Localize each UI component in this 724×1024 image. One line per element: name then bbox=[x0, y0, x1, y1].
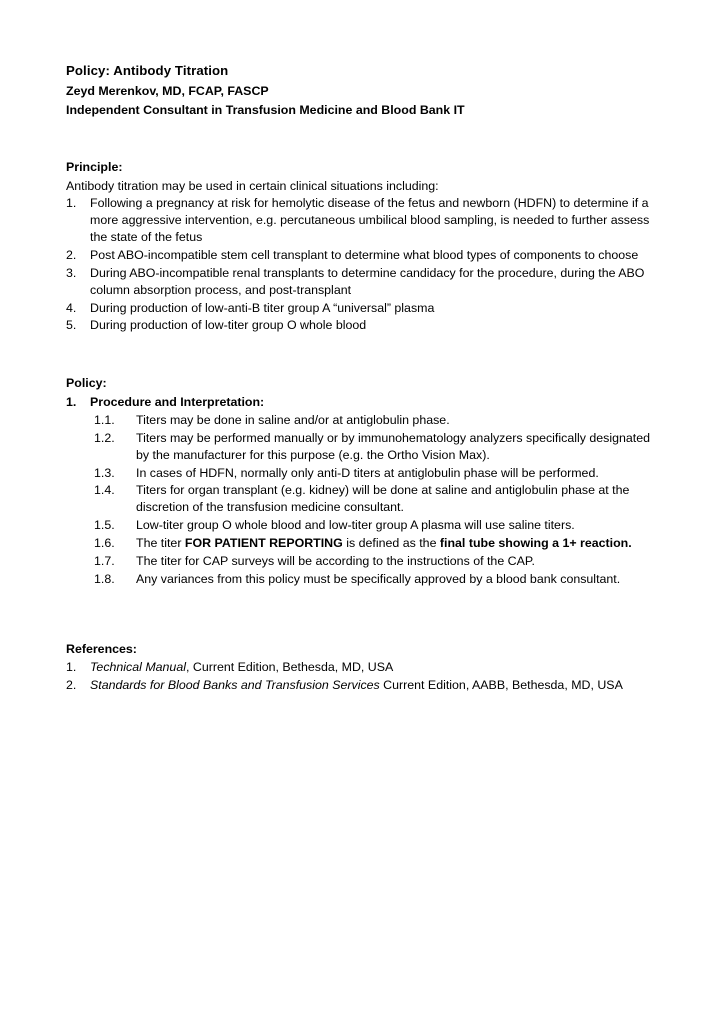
list-marker: 1. bbox=[66, 660, 77, 675]
list-text: In cases of HDFN, normally only anti-D titers at antiglobulin phase will be performed. bbox=[136, 465, 599, 480]
list-item bbox=[94, 571, 658, 588]
list-marker: 2. bbox=[66, 678, 77, 693]
list-marker: 1.5. bbox=[94, 518, 115, 533]
spacer bbox=[66, 589, 658, 641]
reference-text bbox=[90, 678, 623, 692]
text-run-bold: final tube showing a 1+ reaction. bbox=[439, 536, 632, 550]
list-marker: 4. bbox=[66, 300, 77, 315]
list-marker: 5. bbox=[66, 318, 77, 333]
list-item bbox=[94, 465, 658, 482]
list-item bbox=[94, 517, 658, 534]
policy-heading: Policy: bbox=[66, 376, 107, 391]
list-item bbox=[66, 300, 658, 317]
reference-detail: Current Edition, AABB, Bethesda, MD, USA bbox=[379, 678, 623, 693]
list-text: Titers may be done in saline and/or at antiglobulin phase. bbox=[136, 412, 450, 427]
spacer bbox=[66, 119, 658, 159]
policy-sublist bbox=[94, 412, 658, 588]
policy-item-1 bbox=[66, 394, 658, 411]
list-item bbox=[66, 247, 658, 264]
list-item bbox=[94, 482, 658, 516]
list-marker: 3. bbox=[66, 265, 77, 280]
list-item bbox=[94, 430, 658, 464]
list-item bbox=[94, 553, 658, 570]
reference-text bbox=[90, 660, 393, 674]
list-item bbox=[66, 265, 658, 299]
list-marker: 1.2. bbox=[94, 430, 115, 445]
reference-title: Standards for Blood Banks and Transfusion Services bbox=[90, 678, 380, 693]
text-run-bold: FOR PATIENT REPORTING bbox=[184, 536, 343, 550]
document-header bbox=[66, 62, 658, 119]
list-text: During ABO-incompatible renal transplants to determine candidacy for the procedure, during the ABO column absorption process, and post-transplant bbox=[90, 265, 645, 297]
list-marker: 1. bbox=[66, 395, 77, 410]
list-marker: 1.6. bbox=[94, 536, 115, 550]
page-title: Policy: Antibody Titration bbox=[66, 63, 229, 78]
list-item bbox=[94, 535, 658, 552]
policy-item-label: Procedure and Interpretation: bbox=[90, 395, 265, 410]
document-body bbox=[66, 62, 658, 694]
list-text: Titers may be performed manually or by immunohematology analyzers specifically designated by the manufacturer for this purpose (e.g. the Ortho Vision Max). bbox=[136, 430, 650, 462]
principle-heading: Principle: bbox=[66, 159, 123, 174]
list-text: Following a pregnancy at risk for hemolytic disease of the fetus and newborn (HDFN) to determine if a more aggressive intervention, e.g. percutaneous umbilical blood sampling, is needed to further assess the state of the fetus bbox=[90, 196, 650, 245]
references-heading: References: bbox=[66, 641, 137, 656]
list-text: Low-titer group O whole blood and low-titer group A plasma will use saline titers. bbox=[136, 518, 575, 533]
list-marker: 1.1. bbox=[94, 412, 115, 427]
reference-detail: , Current Edition, Bethesda, MD, USA bbox=[185, 660, 394, 675]
list-item bbox=[66, 195, 658, 246]
policy-subsection bbox=[94, 412, 658, 588]
section-policy bbox=[66, 375, 658, 587]
list-marker: 1. bbox=[66, 196, 77, 211]
principle-list bbox=[66, 195, 658, 334]
list-marker: 1.3. bbox=[94, 465, 115, 480]
list-text: Any variances from this policy must be specifically approved by a blood bank consultant. bbox=[136, 571, 621, 586]
list-item bbox=[66, 317, 658, 334]
list-marker: 1.4. bbox=[94, 483, 115, 498]
list-text: Titers for organ transplant (e.g. kidney) will be done at saline and antiglobulin phase at the discretion of the transfusion medicine consultant. bbox=[136, 483, 630, 515]
reference-item bbox=[66, 677, 658, 694]
spacer bbox=[66, 335, 658, 375]
list-text bbox=[136, 536, 632, 550]
list-item bbox=[94, 412, 658, 429]
list-marker: 1.7. bbox=[94, 553, 115, 568]
principle-intro: Antibody titration may be used in certain clinical situations including: bbox=[66, 178, 439, 193]
list-text: Post ABO-incompatible stem cell transplant to determine what blood types of components to choose bbox=[90, 247, 639, 262]
list-text: During production of low-anti-B titer group A “universal” plasma bbox=[90, 300, 435, 315]
section-principle bbox=[66, 159, 658, 335]
list-marker: 2. bbox=[66, 247, 77, 262]
reference-title: Technical Manual bbox=[90, 660, 186, 675]
list-text: The titer for CAP surveys will be according to the instructions of the CAP. bbox=[136, 553, 535, 568]
reference-item bbox=[66, 659, 658, 676]
list-text: During production of low-titer group O whole blood bbox=[90, 318, 367, 333]
text-run: The titer bbox=[136, 536, 185, 550]
list-marker: 1.8. bbox=[94, 571, 115, 586]
affiliation-line: Independent Consultant in Transfusion Medicine and Blood Bank IT bbox=[66, 102, 465, 117]
author-line: Zeyd Merenkov, MD, FCAP, FASCP bbox=[66, 83, 269, 98]
text-run: is defined as the bbox=[342, 536, 440, 550]
section-references bbox=[66, 641, 658, 695]
